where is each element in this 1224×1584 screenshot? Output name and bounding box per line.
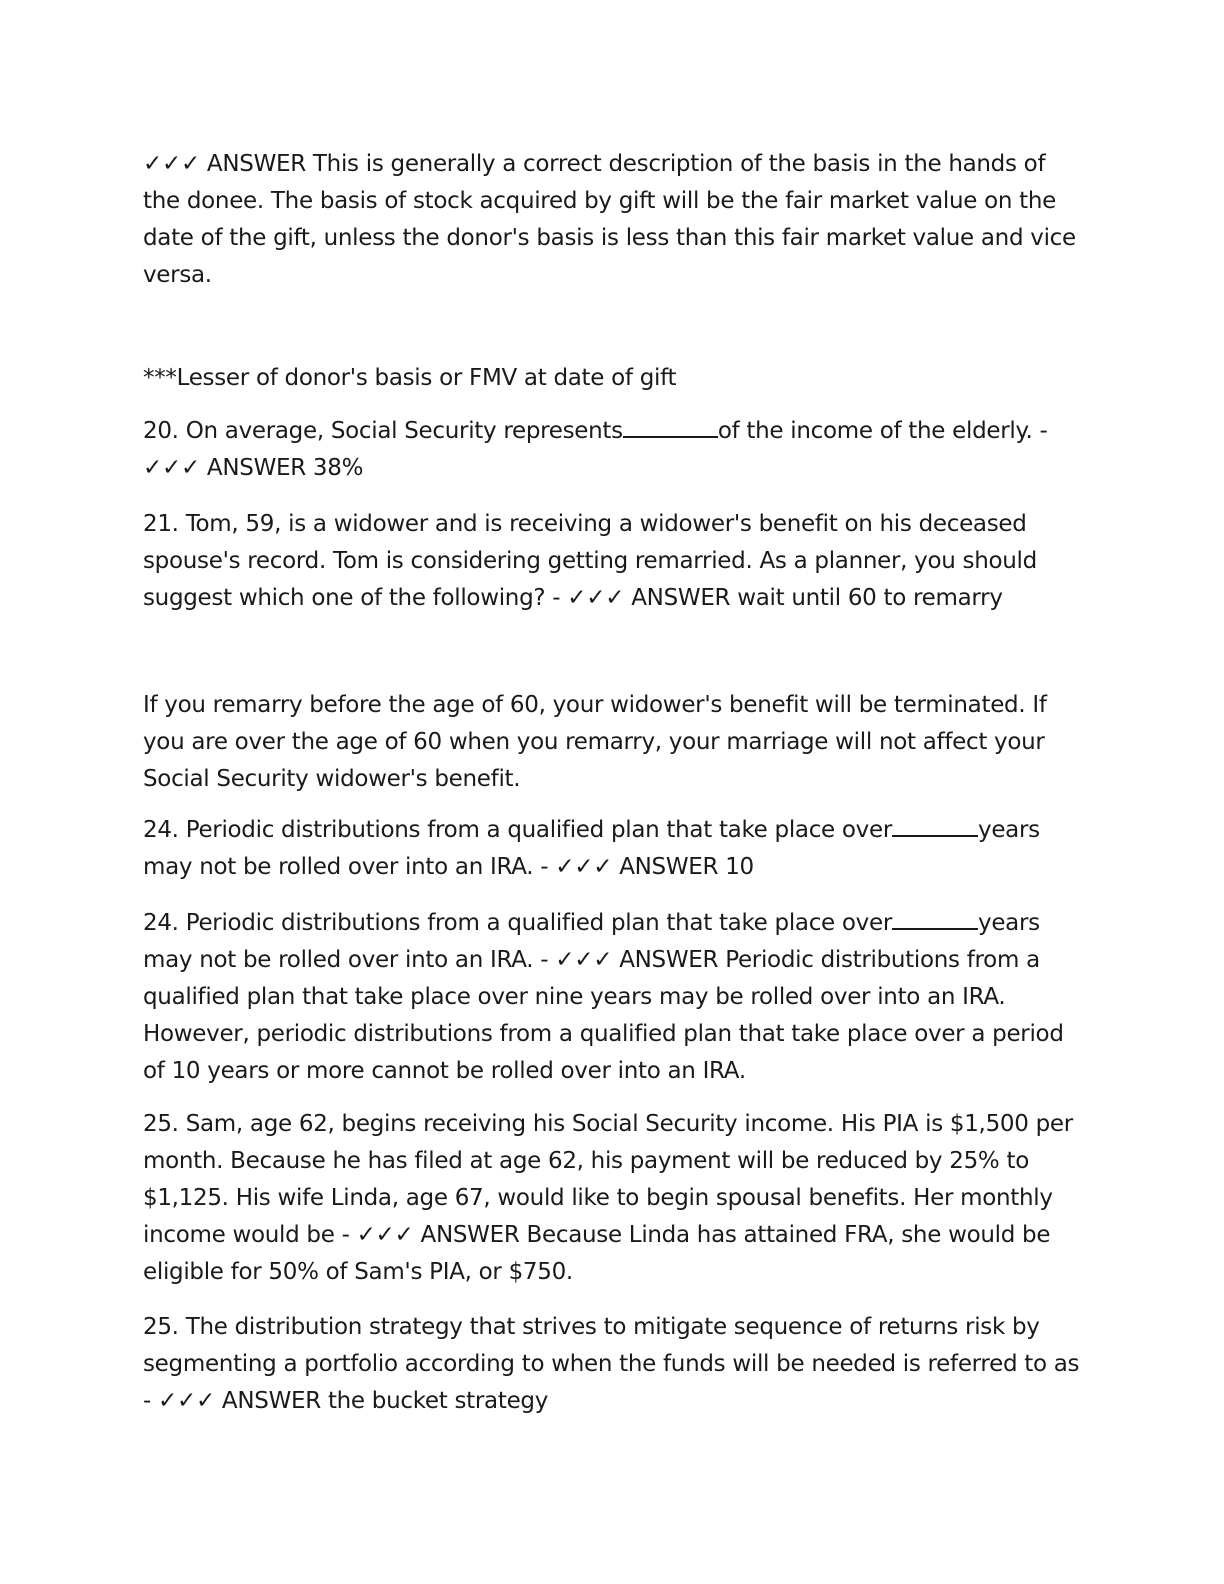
question-24-explanation-paragraph	[143, 905, 1083, 1090]
question-24b-text: 24. Periodic distributions from a qualified plan that take place over	[143, 910, 893, 936]
question-20-paragraph	[143, 413, 1083, 487]
note-paragraph-lesser-basis: ***Lesser of donor's basis or FMV at date of gift	[143, 365, 677, 391]
question-24-answer: years may not be rolled over into an IRA. - ✓✓✓ ANSWER 10	[143, 817, 1040, 880]
fill-in-blank	[623, 416, 718, 438]
question-20-text: 20. On average, Social Security represents	[143, 418, 623, 444]
question-21-paragraph: 21. Tom, 59, is a widower and is receiving a widower's benefit on his deceased spouse's record. Tom is considering getting remarried. As a planner, you should suggest which one of the following? - ✓✓✓ ANSWER wait until 60 to remarry	[143, 511, 1037, 611]
question-24-text: 24. Periodic distributions from a qualified plan that take place over	[143, 817, 893, 843]
widower-explanation-paragraph: If you remarry before the age of 60, your widower's benefit will be terminated. If you are over the age of 60 when you remarry, your marriage will not affect your Social Security widower's benefit.	[143, 692, 1047, 792]
question-25-spousal-paragraph: 25. Sam, age 62, begins receiving his Social Security income. His PIA is $1,500 per month. Because he has filed at age 62, his payment will be reduced by 25% to $1,125. His wife Linda, age 67, would like to begin spousal benefits. Her monthly income would be - ✓✓✓ ANSWER Because Linda has attained FRA, she would be eligible for 50% of Sam's PIA, or $750.	[143, 1111, 1073, 1285]
fill-in-blank	[892, 908, 978, 930]
fill-in-blank	[892, 815, 978, 837]
question-25-bucket-paragraph: 25. The distribution strategy that strives to mitigate sequence of returns risk by segmenting a portfolio according to when the funds will be needed is referred to as - ✓✓✓ ANSWER the bucket strategy	[143, 1314, 1080, 1414]
question-24-paragraph	[143, 812, 1083, 886]
answer-paragraph-gift-basis: ✓✓✓ ANSWER This is generally a correct description of the basis in the hands of the donee. The basis of stock acquired by gift will be the fair market value on the date of the gift, unless the donor's basis is less than this fair market value and vice versa.	[143, 151, 1076, 288]
question-24b-answer: years may not be rolled over into an IRA. - ✓✓✓ ANSWER Periodic distributions from a qualified plan that take place over nine years may be rolled over into an IRA. However, periodic distributions from a qualified plan that take place over a period of 10 years or more cannot be rolled over into an IRA.	[143, 910, 1064, 1084]
question-20-answer: of the income of the elderly. - ✓✓✓ ANSWER 38%	[143, 418, 1048, 481]
